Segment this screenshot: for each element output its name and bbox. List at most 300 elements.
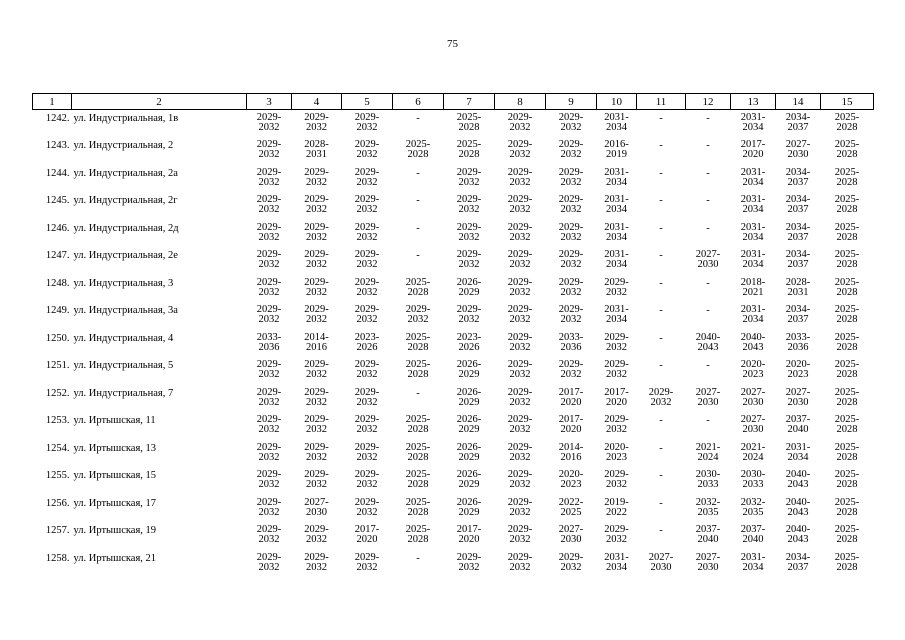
period-cell — [444, 440, 495, 468]
period-cell — [393, 110, 444, 138]
period-end: 2032 — [306, 122, 327, 133]
period-end: 2028 — [836, 204, 858, 215]
address-cell: ул. Иртышская, 19 — [73, 525, 157, 536]
period-start: 2014- — [304, 331, 329, 343]
period-cell — [444, 275, 495, 303]
period-cell — [731, 275, 776, 303]
period-cell — [546, 522, 597, 550]
period-cell — [546, 220, 597, 248]
period-cell — [821, 275, 874, 303]
period-end: 2032 — [306, 231, 327, 243]
period-cell — [637, 137, 686, 165]
period-end: 2032 — [258, 479, 280, 490]
period-start: 2029- — [507, 139, 533, 150]
empty-mark: - — [706, 415, 710, 426]
period-cell — [495, 302, 546, 330]
period-end: 2034 — [742, 561, 764, 573]
period-cell — [292, 357, 342, 385]
period-start: 2026- — [456, 441, 482, 453]
empty-mark: - — [659, 360, 663, 371]
period-start: 2027- — [740, 386, 766, 398]
period-start: 2029- — [558, 166, 584, 178]
period-end: 2043 — [787, 506, 809, 518]
period-cell — [247, 137, 292, 165]
period-start: 2029- — [304, 249, 329, 260]
period-start: 2029- — [456, 194, 482, 205]
period-cell — [393, 522, 444, 550]
period-end: 2032 — [356, 149, 378, 160]
period-cell — [776, 550, 821, 578]
period-cell — [776, 467, 821, 495]
period-start: 2020- — [604, 441, 629, 453]
period-cell — [821, 385, 874, 413]
period-start: 2029- — [604, 469, 629, 480]
period-start: 2029- — [256, 414, 282, 425]
empty-mark: - — [659, 415, 663, 426]
address-cell: ул. Иртышская, 21 — [73, 552, 157, 564]
period-start: 2029- — [354, 386, 380, 398]
period-end: 2024 — [697, 451, 719, 463]
period-start: 2029- — [456, 166, 482, 178]
period-cell — [597, 440, 637, 468]
period-end: 2034 — [742, 314, 764, 325]
period-start: 2028- — [304, 139, 329, 150]
period-cell — [637, 220, 686, 248]
period-start: 2029- — [304, 194, 329, 205]
row-number: 1249. — [45, 305, 70, 316]
table-row — [33, 220, 874, 248]
period-end: 2032 — [356, 314, 378, 325]
column-header: 12 — [686, 94, 731, 110]
period-start: 2025- — [405, 524, 431, 535]
period-start: 2031- — [740, 551, 766, 563]
period-end: 2032 — [509, 149, 531, 160]
period-cell — [637, 247, 686, 275]
period-cell — [686, 110, 731, 138]
period-cell — [821, 522, 874, 550]
period-end: 2023 — [787, 369, 809, 380]
period-end: 2034 — [606, 259, 627, 270]
table-row — [33, 357, 874, 385]
period-start: 2029- — [304, 469, 329, 480]
period-end: 2032 — [509, 259, 531, 270]
period-start: 2032- — [740, 496, 766, 508]
row-number: 1256. — [45, 497, 70, 509]
period-start: 2031- — [604, 112, 629, 123]
address-cell: ул. Индустриальная, 2е — [73, 250, 178, 261]
row-number: 1258. — [45, 552, 70, 564]
period-start: 2023- — [354, 331, 380, 343]
row-number: 1257. — [45, 525, 70, 536]
period-cell — [776, 110, 821, 138]
column-header: 3 — [247, 94, 292, 110]
period-cell — [495, 247, 546, 275]
period-cell — [247, 302, 292, 330]
period-cell — [342, 467, 393, 495]
period-end: 2032 — [356, 122, 378, 133]
period-cell — [393, 247, 444, 275]
period-cell — [597, 467, 637, 495]
period-start: 2029- — [648, 386, 674, 398]
period-end: 2032 — [560, 204, 582, 215]
period-end: 2037 — [787, 314, 809, 325]
period-cell — [597, 385, 637, 413]
period-end: 2030 — [697, 561, 719, 573]
period-end: 2032 — [509, 314, 531, 325]
period-end: 2034 — [606, 231, 627, 243]
period-end: 2030 — [742, 396, 764, 408]
period-end: 2029 — [458, 506, 480, 518]
period-end: 2032 — [306, 451, 327, 463]
period-end: 2032 — [458, 314, 480, 325]
period-start: 2029- — [354, 496, 380, 508]
period-cell — [292, 275, 342, 303]
period-start: 2033- — [256, 331, 282, 343]
period-end: 2037 — [787, 176, 809, 188]
period-start: 2029- — [256, 524, 282, 535]
period-cell — [776, 330, 821, 358]
period-start: 2029- — [604, 359, 629, 370]
period-start: 2019- — [604, 496, 629, 508]
period-cell — [393, 385, 444, 413]
period-start: 2029- — [256, 441, 282, 453]
period-cell — [776, 220, 821, 248]
period-start: 2029- — [507, 469, 533, 480]
period-end: 2032 — [606, 341, 627, 353]
period-start: 2022- — [558, 496, 584, 508]
period-cell — [776, 522, 821, 550]
period-start: 2034- — [785, 166, 811, 178]
period-cell — [247, 110, 292, 138]
row-number: 1252. — [45, 387, 70, 399]
period-cell — [292, 550, 342, 578]
period-cell — [686, 467, 731, 495]
period-cell — [292, 165, 342, 193]
period-start: 2026- — [456, 469, 482, 480]
period-start: 2025- — [834, 166, 860, 178]
period-cell — [731, 302, 776, 330]
period-start: 2029- — [354, 276, 380, 288]
period-cell — [444, 302, 495, 330]
header-row — [33, 94, 874, 110]
period-start: 2027- — [695, 249, 721, 260]
period-cell — [731, 550, 776, 578]
period-start: 2027- — [695, 386, 721, 398]
address-cell: ул. Иртышская, 15 — [73, 470, 157, 481]
period-start: 2025- — [834, 221, 860, 233]
period-start: 2029- — [304, 166, 329, 178]
period-cell — [546, 275, 597, 303]
period-cell — [292, 110, 342, 138]
period-cell — [821, 412, 874, 440]
period-end: 2032 — [306, 286, 327, 298]
period-start: 2029- — [507, 414, 533, 425]
period-end: 2031 — [306, 149, 327, 160]
period-end: 2032 — [560, 314, 582, 325]
period-start: 2014- — [558, 441, 584, 453]
period-cell — [393, 330, 444, 358]
empty-mark: - — [416, 222, 420, 234]
period-cell — [444, 165, 495, 193]
period-end: 2028 — [458, 122, 480, 133]
period-end: 2032 — [509, 122, 531, 133]
period-cell — [393, 137, 444, 165]
empty-mark: - — [416, 113, 420, 124]
period-start: 2026- — [456, 414, 482, 425]
column-header: 4 — [292, 94, 342, 110]
period-end: 2029 — [458, 286, 480, 298]
period-cell — [444, 385, 495, 413]
period-cell — [292, 330, 342, 358]
period-cell — [495, 165, 546, 193]
period-cell — [546, 137, 597, 165]
table-row — [33, 412, 874, 440]
period-cell — [247, 165, 292, 193]
period-end: 2032 — [258, 534, 280, 545]
table-row — [33, 467, 874, 495]
period-start: 2016- — [604, 139, 629, 150]
period-end: 2032 — [509, 396, 531, 408]
period-cell — [637, 165, 686, 193]
table-row — [33, 137, 874, 165]
period-start: 2029- — [507, 524, 533, 535]
row-number: 1251. — [45, 360, 70, 371]
period-end: 2032 — [509, 561, 531, 573]
period-cell — [546, 192, 597, 220]
period-cell — [686, 412, 731, 440]
period-end: 2032 — [606, 479, 627, 490]
period-cell — [342, 495, 393, 523]
period-start: 2029- — [256, 139, 282, 150]
period-start: 2029- — [304, 304, 329, 315]
period-end: 2032 — [606, 286, 627, 298]
period-cell — [247, 495, 292, 523]
period-end: 2032 — [458, 204, 480, 215]
table-row — [33, 247, 874, 275]
period-start: 2027- — [695, 551, 721, 563]
address-cell: ул. Индустриальная, 3а — [73, 305, 178, 316]
period-start: 2031- — [740, 249, 766, 260]
period-end: 2032 — [306, 176, 327, 188]
period-end: 2032 — [606, 534, 627, 545]
period-end: 2028 — [407, 534, 429, 545]
period-start: 2029- — [354, 194, 380, 205]
empty-mark: - — [706, 277, 710, 289]
empty-mark: - — [659, 167, 663, 179]
period-end: 2028 — [407, 149, 429, 160]
empty-mark: - — [416, 195, 420, 206]
column-header: 13 — [731, 94, 776, 110]
period-cell — [686, 522, 731, 550]
column-header: 10 — [597, 94, 637, 110]
period-end: 2032 — [356, 424, 378, 435]
period-start: 2017- — [558, 386, 584, 398]
period-cell — [731, 495, 776, 523]
period-end: 2032 — [509, 286, 531, 298]
table-row — [33, 522, 874, 550]
period-start: 2040- — [740, 331, 766, 343]
period-end: 2028 — [407, 424, 429, 435]
period-end: 2028 — [407, 479, 429, 490]
period-cell — [776, 495, 821, 523]
period-cell — [731, 220, 776, 248]
period-end: 2020 — [742, 149, 764, 160]
period-cell — [292, 385, 342, 413]
row-number: 1253. — [45, 415, 70, 426]
period-end: 2034 — [606, 314, 627, 325]
period-end: 2032 — [509, 534, 531, 545]
period-start: 2029- — [558, 359, 584, 370]
period-end: 2036 — [560, 341, 582, 353]
period-start: 2031- — [604, 249, 629, 260]
period-start: 2029- — [354, 139, 380, 150]
period-cell — [637, 440, 686, 468]
page-number: 75 — [447, 38, 458, 50]
empty-mark: - — [706, 113, 710, 124]
period-cell — [686, 220, 731, 248]
period-start: 2025- — [405, 414, 431, 425]
period-cell — [686, 440, 731, 468]
period-start: 2029- — [256, 304, 282, 315]
period-start: 2027- — [648, 551, 674, 563]
period-end: 2028 — [836, 231, 858, 243]
period-cell — [597, 495, 637, 523]
period-end: 2031 — [787, 286, 809, 298]
period-start: 2020- — [558, 469, 584, 480]
period-start: 2027- — [740, 414, 766, 425]
period-cell — [342, 110, 393, 138]
row-number: 1248. — [45, 277, 70, 289]
table-row — [33, 302, 874, 330]
period-end: 2032 — [356, 231, 378, 243]
period-start: 2037- — [695, 524, 721, 535]
period-end: 2032 — [458, 561, 480, 573]
period-cell — [247, 440, 292, 468]
period-end: 2028 — [836, 451, 858, 463]
period-cell — [342, 412, 393, 440]
table-row — [33, 440, 874, 468]
period-end: 2032 — [258, 286, 280, 298]
period-cell — [444, 330, 495, 358]
period-start: 2033- — [558, 331, 584, 343]
period-start: 2029- — [507, 386, 533, 398]
period-cell — [247, 412, 292, 440]
period-end: 2028 — [458, 149, 480, 160]
period-start: 2029- — [354, 414, 380, 425]
period-start: 2029- — [354, 469, 380, 480]
period-cell — [686, 275, 731, 303]
period-cell — [731, 385, 776, 413]
period-cell — [637, 275, 686, 303]
address-cell: ул. Индустриальная, 2д — [73, 222, 179, 234]
period-start: 2029- — [256, 469, 282, 480]
period-cell — [444, 220, 495, 248]
period-cell — [292, 522, 342, 550]
period-start: 2029- — [354, 249, 380, 260]
period-end: 2023 — [742, 369, 764, 380]
period-end: 2032 — [306, 369, 327, 380]
period-end: 2032 — [258, 451, 280, 463]
period-end: 2029 — [458, 369, 480, 380]
period-cell — [393, 165, 444, 193]
period-cell — [247, 385, 292, 413]
period-start: 2029- — [256, 112, 282, 123]
period-cell — [821, 247, 874, 275]
empty-mark: - — [706, 305, 710, 316]
period-cell — [342, 440, 393, 468]
period-end: 2032 — [258, 561, 280, 573]
period-start: 2025- — [834, 469, 860, 480]
period-cell — [342, 550, 393, 578]
period-end: 2032 — [306, 204, 327, 215]
period-end: 2032 — [509, 341, 531, 353]
period-cell — [546, 110, 597, 138]
period-cell — [393, 440, 444, 468]
period-cell — [597, 165, 637, 193]
period-cell — [495, 385, 546, 413]
period-start: 2029- — [354, 359, 380, 370]
period-start: 2029- — [558, 139, 584, 150]
period-start: 2029- — [354, 304, 380, 315]
period-start: 2030- — [695, 469, 721, 480]
period-end: 2032 — [356, 176, 378, 188]
period-cell — [686, 330, 731, 358]
period-end: 2020 — [560, 424, 582, 435]
period-end: 2043 — [742, 341, 764, 353]
period-end: 2032 — [606, 424, 627, 435]
period-end: 2034 — [787, 451, 809, 463]
period-end: 2028 — [836, 286, 858, 298]
period-cell — [393, 275, 444, 303]
address-cell: ул. Индустриальная, 7 — [73, 387, 174, 399]
period-cell — [292, 302, 342, 330]
period-end: 2032 — [458, 176, 480, 188]
period-end: 2032 — [356, 286, 378, 298]
empty-mark: - — [659, 305, 663, 316]
address-cell: ул. Индустриальная, 3 — [73, 277, 174, 289]
period-end: 2036 — [258, 341, 280, 353]
period-start: 2026- — [456, 386, 482, 398]
period-cell — [292, 247, 342, 275]
period-cell — [637, 357, 686, 385]
address-cell: ул. Индустриальная, 2а — [73, 167, 178, 179]
period-start: 2029- — [456, 249, 482, 260]
row-number: 1255. — [45, 470, 70, 481]
period-cell — [637, 385, 686, 413]
period-cell — [495, 412, 546, 440]
period-cell — [686, 495, 731, 523]
period-cell — [637, 550, 686, 578]
period-end: 2028 — [836, 176, 858, 188]
period-cell — [686, 192, 731, 220]
period-cell — [686, 137, 731, 165]
period-cell — [776, 192, 821, 220]
empty-mark: - — [659, 250, 663, 261]
period-start: 2025- — [405, 441, 431, 453]
address-cell: ул. Индустриальная, 1в — [73, 113, 179, 124]
period-cell — [342, 522, 393, 550]
table-row — [33, 385, 874, 413]
empty-mark: - — [659, 332, 663, 344]
period-start: 2025- — [405, 496, 431, 508]
period-cell — [637, 495, 686, 523]
period-start: 2029- — [256, 194, 282, 205]
period-cell — [444, 467, 495, 495]
period-end: 2030 — [560, 534, 582, 545]
column-header: 5 — [342, 94, 393, 110]
row-number: 1244. — [45, 167, 70, 179]
address-cell: ул. Индустриальная, 2 — [73, 140, 174, 151]
